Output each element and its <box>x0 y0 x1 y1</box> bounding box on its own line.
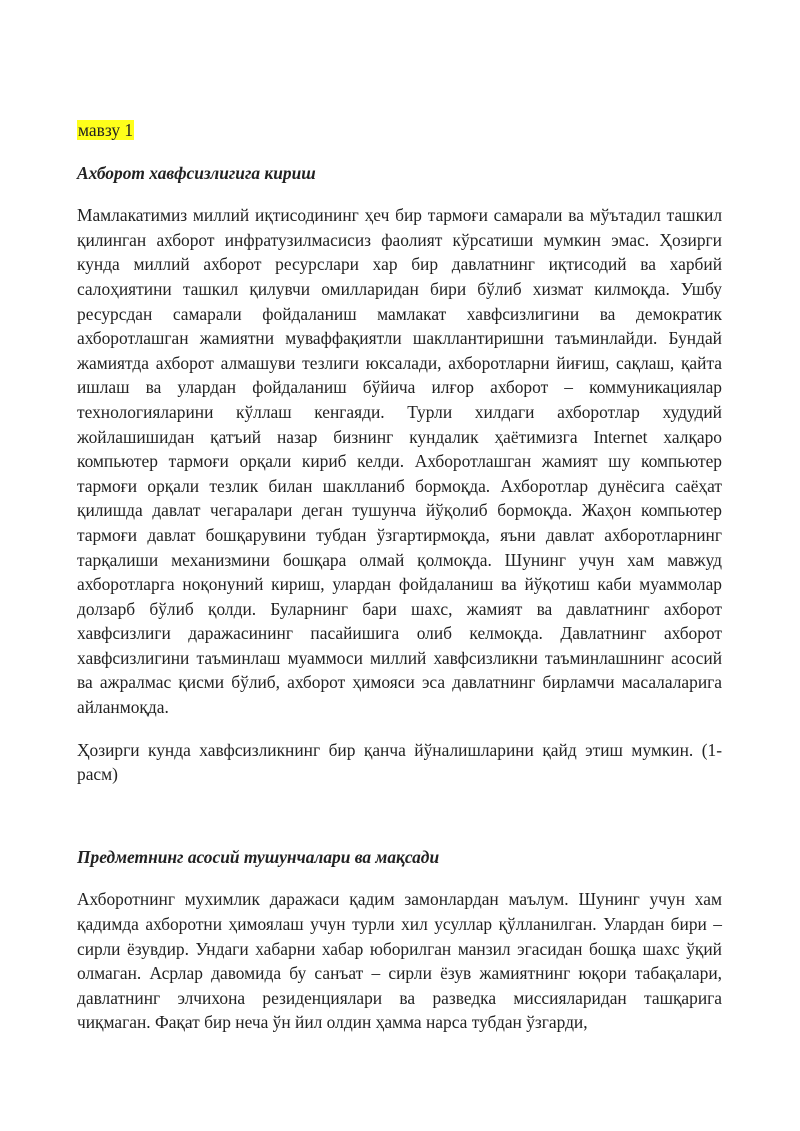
section-title-introduction: Ахборот хавфсизлигига кириш <box>77 162 316 183</box>
paragraph-history: Ахборотнинг мухимлик даражаси қадим замонлардан маълум. Шунинг учун хам қадимда ахборотни ҳимоялаш учун турли хил усуллар қўлланилган. Улардан бири – сирли ёзувдир. Ундаги хабарни хабар юборилган манзил эгасидан бошқа шахс ўқий олмаган. Асрлар давомида бу санъат – сирли ёзув жамиятнинг юқори табақалари, давлатнинг элчихона резиденциялари ва разведка миссияларидан ташқарига чиқмаган. Фақат бир неча ўн йил олдин ҳамма нарса тубдан ўзгарди, <box>77 889 722 1033</box>
document-page <box>77 118 722 1053</box>
section-title-concepts: Предметнинг асосий тушунчалари ва мақсади <box>77 846 440 867</box>
topic-label: мавзу 1 <box>78 120 134 140</box>
section-spacer <box>77 805 722 845</box>
paragraph-security-directions: Ҳозирги кунда хавфсизликнинг бир қанча йўналишларини қайд этиш мумкин. (1-расм) <box>77 739 722 785</box>
topic-line <box>77 118 722 143</box>
paragraph-intro: Мамлакатимиз миллий иқтисодининг ҳеч бир тармоғи самарали ва мўътадил ташкил қилинган ахборот инфратузилмасисиз фаолият кўрсатиши мумкин эмас. Ҳозирги кунда миллий ахборот ресурслари хар бир давлатнинг иқтисодий ва харбий салоҳиятини ташкил қилувчи омилларидан бири бўлиб хизмат килмоқда. Ушбу ресурсдан самарали фойдаланиш мамлакат хавфсизлигини ва демократик ахборотлашган жамиятни муваффақиятли шакллантиришни таъминлайди. Бундай жамиятда ахборот алмашуви тезлиги юксалади, ахборотларни йиғиш, сақлаш, қайта ишлаш ва улардан фойдаланиш бўйича илғор ахборот – коммуникациялар технологияларини кўллаш кенгаяди. Турли хилдаги ахборотлар худудий жойлашишидан қатъий назар бизнинг кундалик ҳаётимизга Internet халқаро компьютер тармоғи орқали кириб келди. Ахборотлашган жамият шу компьютер тармоғи орқали тезлик билан шаклланиб бормоқда. Ахборотлар дунёсига саёҳат қилишда давлат чегаралари деган тушунча йўқолиб бормоқда. Жаҳон компьютер тармоғи давлат бошқарувини тубдан ўзгартирмоқда, яъни давлат ахборотларнинг тарқалиши механизмини бошқара олмай қолмоқда. Шунинг учун хам мавжуд ахборотларга ноқонуний кириш, улардан фойдаланиш ва йўқотиш каби муаммолар долзарб бўлиб қолди. Буларнинг бари шахс, жамият ва давлатнинг ахборот хавфсизлиги даражасининг пасайишига олиб келмоқда. Давлатнинг ахборот хавфсизлигини таъминлаш муаммоси миллий хавфсизликни таъминлашнинг асосий ва ажралмас қисми бўлиб, ахборот ҳимояси эса давлатнинг бирламчи масалаларига айланмоқда. <box>77 205 722 718</box>
